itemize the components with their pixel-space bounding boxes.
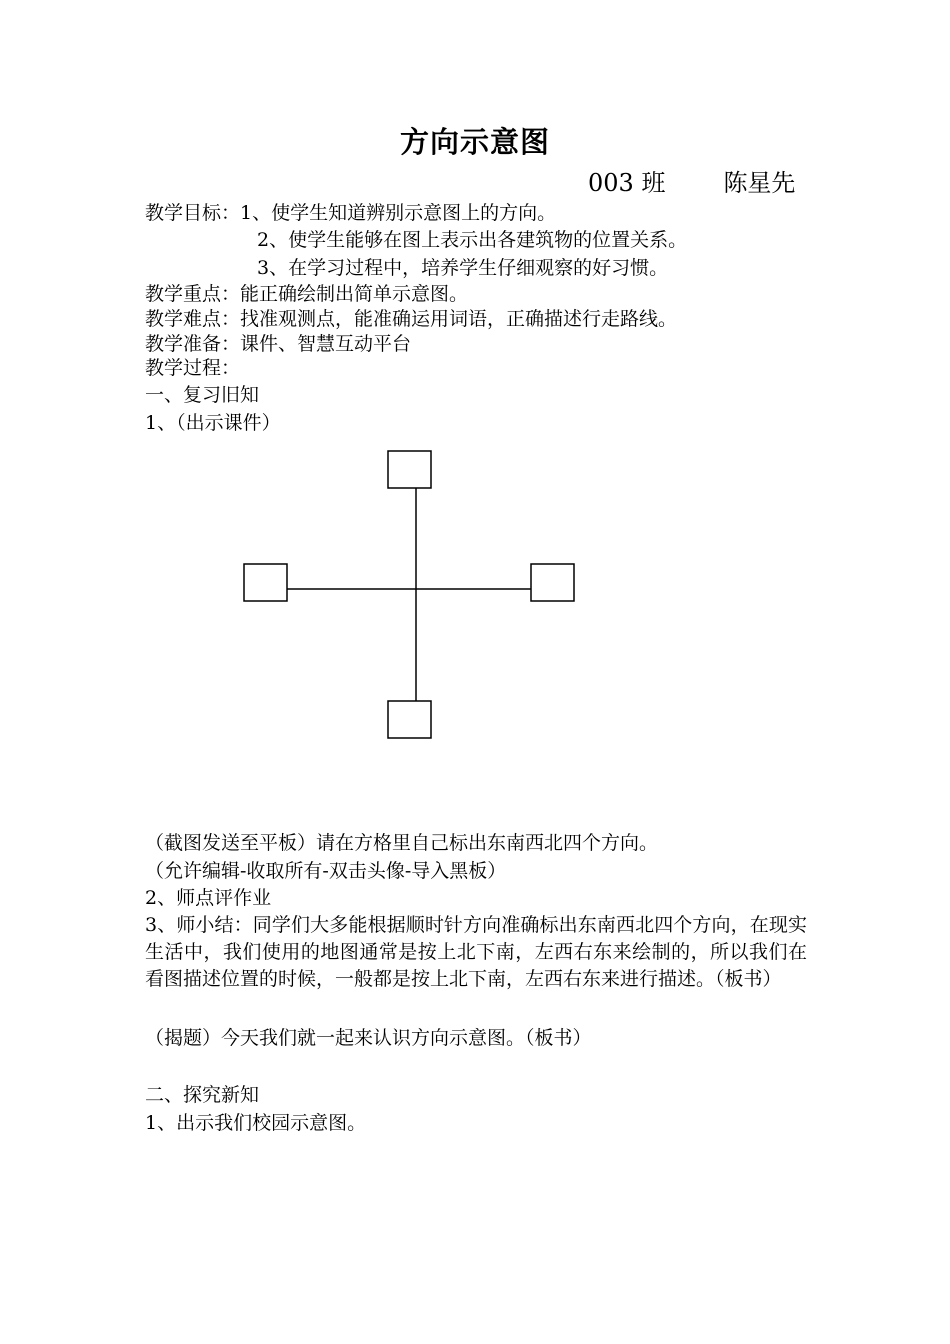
objective-item-1: 1、使学生知道辨别示意图上的方向。: [240, 202, 557, 224]
after-diagram-1: （截图发送至平板）请在方格里自己标出东南西北四个方向。: [145, 832, 659, 854]
objective-item-2: 2、使学生能够在图上表示出各建筑物的位置关系。: [257, 229, 688, 251]
preparation: 教学准备：课件、智慧互动平台: [145, 333, 412, 355]
right-box: [531, 564, 574, 601]
section2-step1: 1、出示我们校园示意图。: [145, 1112, 367, 1134]
section1-step2: 2、师点评作业: [145, 887, 272, 909]
difficulty: 教学难点：找准观测点，能准确运用词语，正确描述行走路线。: [145, 308, 678, 330]
section1-heading: 一、复习旧知: [145, 384, 260, 406]
process-label: 教学过程：: [145, 357, 241, 379]
document-title: 方向示意图: [399, 125, 550, 159]
key-point: 教学重点：能正确绘制出简单示意图。: [145, 283, 469, 305]
section1-step3: 3、师小结：同学们大多能根据顺时针方向准确标出东南西北四个方向，在现实生活中，我们使用的地图通常是按上北下南，左西右东来绘制的，所以我们在看图描述位置的时候，一般都是按上北下南，左西右东来进行描述。（板书）: [145, 914, 807, 990]
section2-heading: 二、探究新知: [145, 1084, 260, 1106]
bottom-box: [388, 701, 431, 738]
after-diagram-2: （允许编辑-收取所有-双击头像-导入黑板）: [145, 860, 507, 882]
top-box: [388, 451, 431, 488]
class-label: 003 班: [588, 169, 666, 197]
objective-item-3: 3、在学习过程中，培养学生仔细观察的好习惯。: [257, 257, 669, 279]
objectives-label: 教学目标：: [145, 202, 241, 224]
section1-step1: 1、（出示课件）: [145, 412, 281, 434]
author-name: 陈星先: [723, 169, 796, 197]
reveal-line: （揭题）今天我们就一起来认识方向示意图。（板书）: [145, 1027, 592, 1049]
left-box: [244, 564, 287, 601]
